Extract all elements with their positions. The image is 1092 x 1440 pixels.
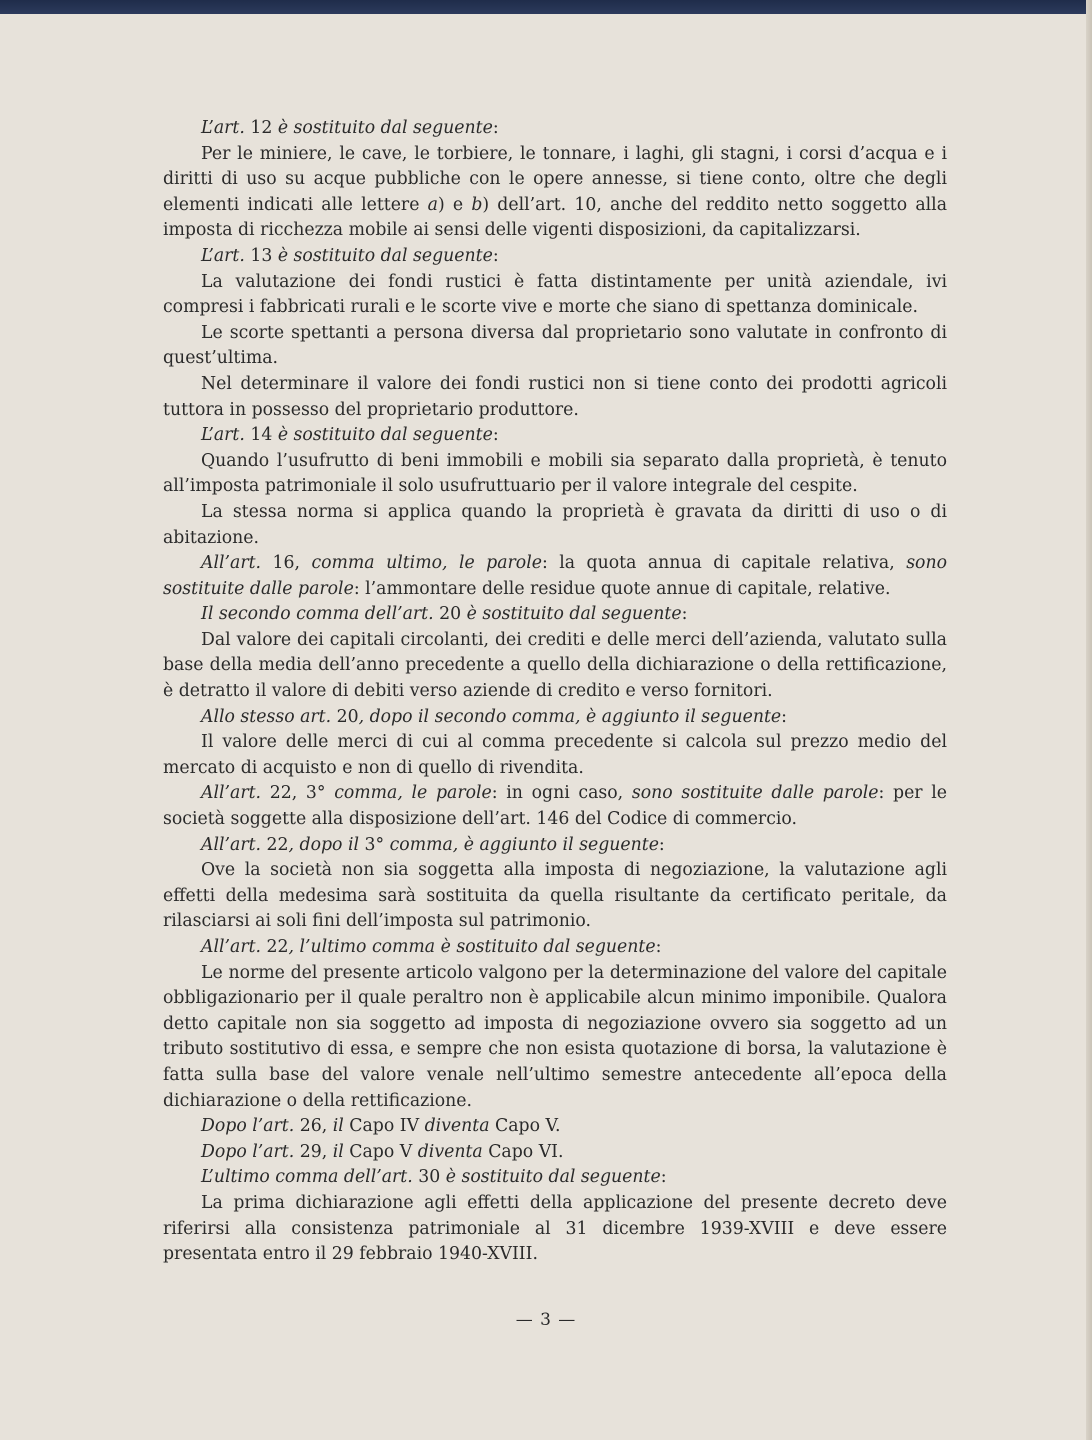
paragraph [163,961,947,1115]
italic-run: comma ultimo, le parole [311,553,542,574]
italic-run: è sostituito dal seguente [272,245,493,266]
text-run: : l’ammontare delle residue quote annue di capitale, relative. [353,578,891,599]
paragraph [163,858,947,935]
text-run: Quando l’usufrutto di beni immobili e mobili sia separato dalla proprietà, è tenuto all’imposta patrimoniale il solo usufruttuario per il valore integrale del cespite. [163,450,947,497]
italic-run: All’art. [201,834,267,855]
text-run: 20 [439,604,462,625]
text-run: 16, [272,553,312,574]
article-rubric [163,1114,947,1140]
italic-run: il [332,1141,350,1162]
text-run: : [655,937,662,957]
text-run: : [781,706,787,727]
text-run: Capo V. [495,1116,561,1137]
italic-run: Il secondo comma dell’art. [201,604,440,625]
italic-run: è sostituito dal seguente [440,1167,661,1188]
page-number: — 3 — [515,1310,577,1330]
text-run: 22, 3° [269,783,335,804]
text-run: Ove la società non sia soggetta alla imposta di negoziazione, la valutazione agli effetti della medesima sarà sostituita da quella risultante da certificato peritale, da rilasciarsi ai soli fini dell’imposta sul patrimonio. [163,860,947,932]
paragraph [163,628,947,705]
text-run: Capo IV [349,1116,425,1137]
article-rubric [163,1165,947,1191]
text-run: : per le società soggette alla disposizione dell’art. 146 del Codice di commercio. [163,783,948,830]
document-body [163,116,947,1268]
text-run: Capo V [349,1141,418,1162]
italic-run: Allo stesso art. [201,706,337,727]
paragraph [163,730,947,781]
text-run: : in ogni caso, [491,783,632,804]
text-run: : [492,425,499,446]
article-rubric [163,1140,947,1166]
italic-run: All’art. [201,553,273,574]
text-run: Le scorte spettanti a persona diversa dal proprietario sono valutate in confronto di quest’ultima. [163,322,947,369]
paragraph [163,142,947,244]
text-run: La prima dichiarazione agli effetti della applicazione del presente decreto deve riferirsi alla consistenza patrimoniale al 31 dicembre 1939-XVIII e deve essere presentata entro il 29 febbraio 1940-XVIII. [163,1192,947,1265]
paragraph [163,551,947,602]
text-run: Dal valore dei capitali circolanti, dei crediti e delle merci dell’azienda, valutato sulla base della media dell’anno precedente a quello della dichiarazione o della rettificazione, è detratto il valore di debiti verso aziende di credito e verso fornitori. [163,629,947,702]
scan-border-right [1086,0,1092,1440]
text-run: La stessa norma si applica quando la proprietà è gravata da diritti di uso o di abitazione. [163,501,947,548]
article-rubric [163,116,947,142]
italic-run: è sostituito dal seguente [461,604,682,625]
italic-run: L’art. [201,245,251,266]
text-run: : [658,834,665,855]
paragraph [163,372,947,423]
article-rubric [163,935,947,961]
text-run: 22 [266,937,289,957]
italic-run: è sostituito dal seguente [272,425,493,446]
italic-run: a [427,194,438,215]
italic-run: è sostituito dal seguente [272,118,493,138]
italic-run: , dopo il [288,834,365,855]
article-rubric [163,602,947,628]
text-run: Capo VI. [488,1141,564,1162]
italic-run: Dopo l’art. [201,1141,300,1162]
text-run: : [492,245,499,266]
italic-run: diventa [417,1141,489,1162]
text-run: 3° [364,834,385,855]
italic-run: sono sostituite dalle parole [631,783,879,804]
text-run: 13 [250,245,273,266]
italic-run: , l’ultimo comma è sostituito dal seguente [288,937,656,957]
text-run: 30 [418,1167,441,1188]
italic-run: L’art. [201,425,251,446]
paragraph [163,321,947,372]
article-rubric [163,423,947,449]
text-run: 29, [299,1141,333,1162]
italic-run: Dopo l’art. [201,1116,300,1137]
italic-run: comma, le parole [334,783,492,804]
text-run: Le norme del presente articolo valgono per la determinazione del valore del capitale obbligazionario per il quale peraltro non è applicabile alcun minimo imponibile. Qualora detto capitale non sia soggetto ad imposta di negoziazione ovvero sia soggetto ad un tributo sostitutivo di essa, e sempre che non esista quotazione di borsa, la valutazione è fatta sulla base del valore venale nell’ultimo semestre antecedente all’epoca della dichiarazione o della rettificazione. [163,962,947,1111]
text-run: Nel determinare il valore dei fondi rustici non si tiene conto dei prodotti agricoli tuttora in possesso del proprietario produttore. [163,373,947,420]
text-run: 14 [250,425,273,446]
italic-run: L’ultimo comma dell’art. [201,1167,419,1188]
italic-run: b [471,194,483,215]
text-run: ) e [437,194,472,215]
text-run: : [492,118,499,138]
italic-run: comma, è aggiunto il seguente [384,834,659,855]
text-run: 12 [250,118,273,138]
paragraph [163,781,947,832]
italic-run: sono sostituite dalle parole [163,553,947,599]
text-run: ) dell’art. 10, anche del reddito netto soggetto alla imposta di ricchezza mobile ai sensi delle vigenti disposizioni, da capitalizzarsi. [163,194,948,241]
paragraph [163,270,947,321]
article-rubric [163,833,947,859]
text-run: 22 [266,834,289,855]
italic-run: il [332,1116,350,1137]
text-run: : [660,1167,667,1188]
scan-border-top [0,0,1092,14]
paragraph [163,449,947,500]
text-run: Il valore delle merci di cui al comma precedente si calcola sul prezzo medio del mercato di acquisto e non di quello di rivendita. [163,732,947,778]
text-run: 26, [299,1116,333,1137]
italic-run: L’art. [201,118,251,138]
text-run: : [681,604,688,625]
text-run: Per le miniere, le cave, le torbiere, le tonnare, i laghi, gli stagni, i corsi d’acqua e i diritti di uso su acque pubbliche con le opere annesse, si tiene conto, oltre che degli elementi indicati alle lettere [163,143,947,215]
italic-run: diventa [424,1116,496,1137]
italic-run: All’art. [201,783,270,804]
italic-run: , dopo il secondo comma, è aggiunto il seguente [358,706,782,727]
paragraph [163,1191,947,1268]
italic-run: All’art. [201,937,267,957]
text-run: : la quota annua di capitale relativa, [541,553,907,574]
article-rubric [163,244,947,270]
text-run: 20 [336,706,359,727]
text-run: La valutazione dei fondi rustici è fatta distintamente per unità aziendale, ivi compresi i fabbricati rurali e le scorte vive e morte che siano di spettanza dominicale. [163,271,947,318]
paragraph [163,500,947,551]
article-rubric [163,705,947,731]
